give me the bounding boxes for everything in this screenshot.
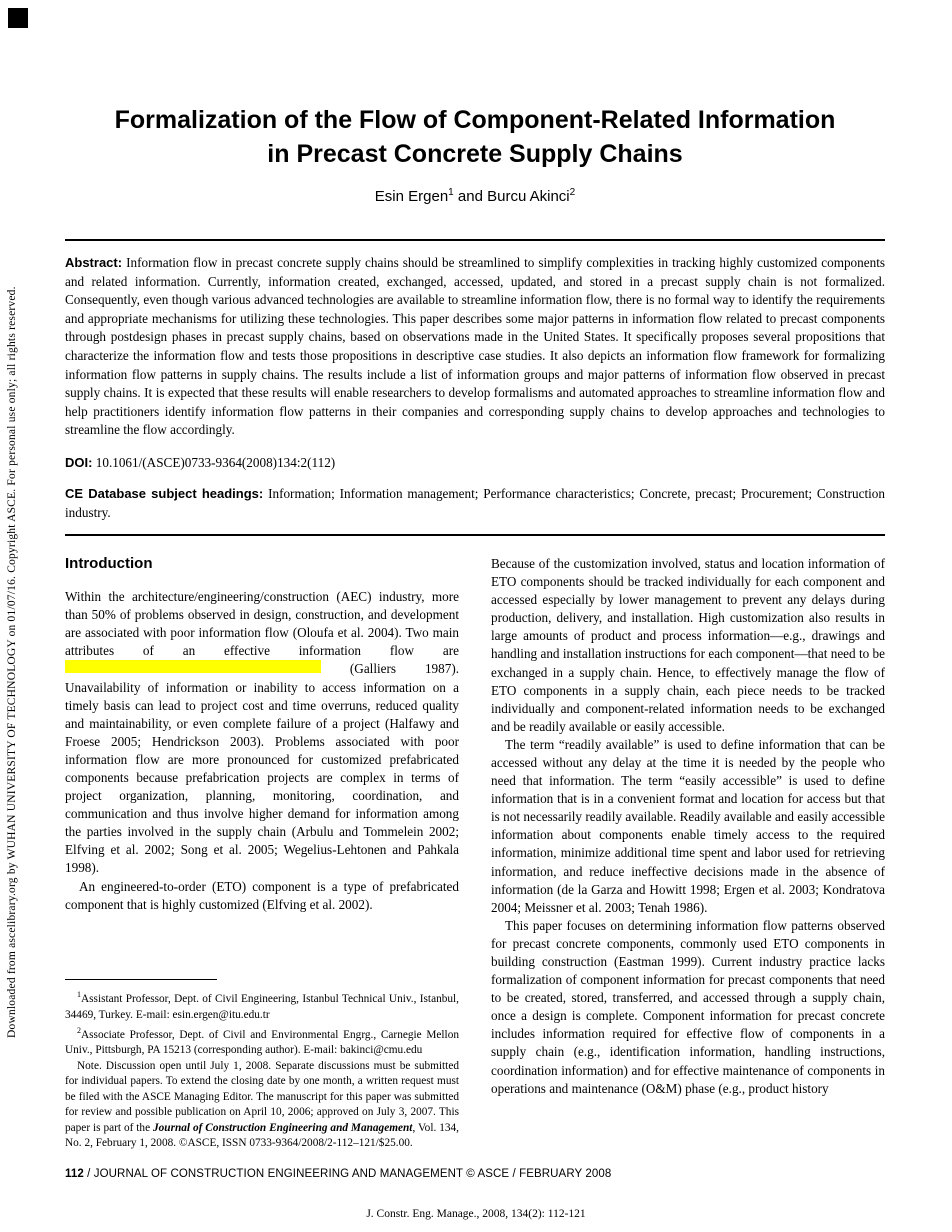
scan-registration-mark [8, 8, 28, 28]
note-text-before: Note. Discussion open until July 1, 2008. Separate discussions must be submitted for individual papers. To extend the closing date by one month, a written request must be filed with the ASCE Managing Editor. The manuscript for this paper was submitted for review and possible publication on April 10, 2006; approved on July 3, 2007. This paper is part of the [65, 1059, 459, 1134]
author-2-affiliation-mark: 2 [569, 187, 576, 198]
right-column [491, 555, 885, 1152]
page-content [65, 0, 885, 1152]
abstract-divider [65, 534, 885, 536]
right-paragraph-1: Because of the customization involved, status and location information of ETO components should be tracked individually for each component and accessed especially by lower management to prevent any delays during production, delivery, and installation. High customization also results in large amounts of product and process information—e.g., drawings and handling and installation instructions for each component—that need to be exchanged in a supply chain. Hence, to effectively manage the flow of ETO components in a supply chain, each piece needs to be tracked individually and component-related information needs to be exchanged and be readily available or easily accessible. [491, 555, 885, 734]
footnote-2 [65, 1023, 459, 1059]
footer-journal-text: / JOURNAL OF CONSTRUCTION ENGINEERING AND MANAGEMENT © ASCE / FEBRUARY 2008 [83, 1168, 612, 1180]
footnote-2-text: Associate Professor, Dept. of Civil and Environmental Engrg., Carnegie Mellon Univ., Pittsburgh, PA 15213 (corresponding author). E-mail: bakinci@cmu.edu [65, 1028, 459, 1057]
intro-paragraph-1 [65, 588, 459, 878]
abstract-text: Information flow in precast concrete supply chains should be streamlined to simplify complexities in tracking highly customized components and related information. Currently, information created, exchanged, accessed, updated, and stored in a precast supply chain is not formalized. Consequently, even though various advanced technologies are available to streamline information flow, there is no formal way to identify the requirements and appropriate mechanisms for utilizing these technologies. This paper describes some major patterns in information flow related to precast components through postdesign phases in precast supply chains, based on observations made in the United States. It specifically proposes several propositions that characterize the information flow and tests those propositions in descriptive case studies. It also depicts an information flow framework for formalizing information flow patterns in supply chains. The results include a list of information groups and major patterns of information flow observed in precast supply chains. It is expected that these results will enable researchers to develop formalisms and automated approaches to streamline information flow and help practitioners identify information flow patterns in their companies and corresponding supply chains to develop approaches and technologies to streamline the flow accordingly. [65, 255, 885, 438]
paper-title-line2: in Precast Concrete Supply Chains [267, 140, 683, 168]
doi-label: DOI: [65, 454, 93, 470]
footnote-1-mark: 1 [77, 990, 81, 1000]
ce-headings-value: Information; Information management; Performance characteristics; Concrete, precast; Procurement; Construction industry. [65, 485, 885, 520]
footnotes [65, 979, 459, 1152]
footnote-divider [65, 979, 217, 980]
author-1: Esin Ergen [374, 188, 449, 205]
section-heading-introduction: Introduction [65, 554, 153, 572]
left-column [65, 555, 459, 1152]
intro-p1-after-highlight: (Galliers 1987). Unavailability of information or inability to access information on a timely basis can lead to project cost and time overruns, reduced quality and maintainability, or even complete failure of a project (Halfawy and Froese 2005; Hendrickson 2003). Problems associated with poor information flow are more pronounced for customized prefabricated components because prefabrication projects are complex in terms of project organization, planning, monitoring, coordination, and communication and thus involve higher demand for information among the parties involved in the supply chain (Arbulu and Tommelein 2002; Elfving et al. 2002; Song et al. 2005; Wegelius-Lehtonen and Pahkala 1998). [65, 661, 460, 876]
download-watermark: Downloaded from ascelibrary.org by WUHAN UNIVERSITY OF TECHNOLOGY on 01/07/16. Copyright ASCE. For personal use only; all rights reserved. [6, 286, 18, 1038]
doi-value: 10.1061/(ASCE)0733-9364(2008)134:2(112) [92, 454, 336, 470]
ce-headings-label: CE Database subject headings: [65, 485, 264, 501]
author-2: and Burcu Akinci [453, 188, 570, 205]
author-1-affiliation-mark: 1 [448, 187, 454, 198]
note-text-after: , Vol. 134, No. 2, February 1, 2008. ©ASCE, ISSN 0733-9364/2008/2-112–121/$25.00. [65, 1121, 459, 1150]
right-paragraph-2: The term “readily available” is used to define information that can be accessed without any delay at the time it is needed by the people who need that information. The term “easily accessible” is used to define information that is in a convenient format and location for access but that is not necessarily readily available. Readily available and easily accessible information about components enable timely access to the required information, minimize additional time spent and labor used for retrieving information, and reduce ineffective decisions made in the absence of information (de la Garza and Howitt 1998; Ergen et al. 2003; Kondratova 2004; Meissner et al. 2003; Tenah 1986). [491, 736, 885, 915]
abstract [65, 254, 885, 440]
header-divider [65, 239, 885, 241]
two-column-body [65, 555, 885, 1152]
ce-headings-line [65, 484, 885, 522]
doi-line [65, 455, 885, 471]
page-number: 112 [65, 1168, 84, 1180]
footnote-1 [65, 987, 459, 1023]
intro-p1-before-highlight: Within the architecture/engineering/construction (AEC) industry, more than 50% of problems observed in design, construction, and development are associated with poor information flow (Oloufa et al. 2004). Two main attributes of an effective information flow are [65, 589, 459, 659]
highlight-redaction [65, 660, 321, 673]
abstract-label: Abstract: [65, 255, 123, 270]
page-footer [65, 1168, 885, 1180]
paper-title [65, 103, 885, 171]
footnote-1-text: Assistant Professor, Dept. of Civil Engineering, Istanbul Technical Univ., Istanbul, 34469, Turkey. E-mail: esin.ergen@itu.edu.tr [65, 993, 459, 1021]
citation-line: J. Constr. Eng. Manage., 2008, 134(2): 112-121 [366, 1208, 586, 1220]
right-paragraph-3: This paper focuses on determining information flow patterns observed for precast concrete components, commonly used ETO components in building construction (Eastman 1999). Current industry practice lacks formalization of component information for precast components that need to be created, stored, transferred, and accessed through a supply chain, once a design is complete. Component information for precast concrete includes information required for effective flow of components in a supply chain (e.g., identification information, handling instructions, coordination information) and for effective maintenance of components in operations and maintenance (O&M) phase (e.g., product history [491, 917, 885, 1096]
footnote-2-mark: 2 [77, 1026, 81, 1036]
authors [65, 187, 885, 205]
footnote-editorial-note [65, 1059, 459, 1152]
intro-paragraph-2: An engineered-to-order (ETO) component is a type of prefabricated component that is highly customized (Elfving et al. 2002). [65, 878, 459, 912]
journal-name-reference: Journal of Construction Engineering and Management [153, 1121, 413, 1134]
paper-title-line1: Formalization of the Flow of Component-Related Information [114, 106, 836, 134]
